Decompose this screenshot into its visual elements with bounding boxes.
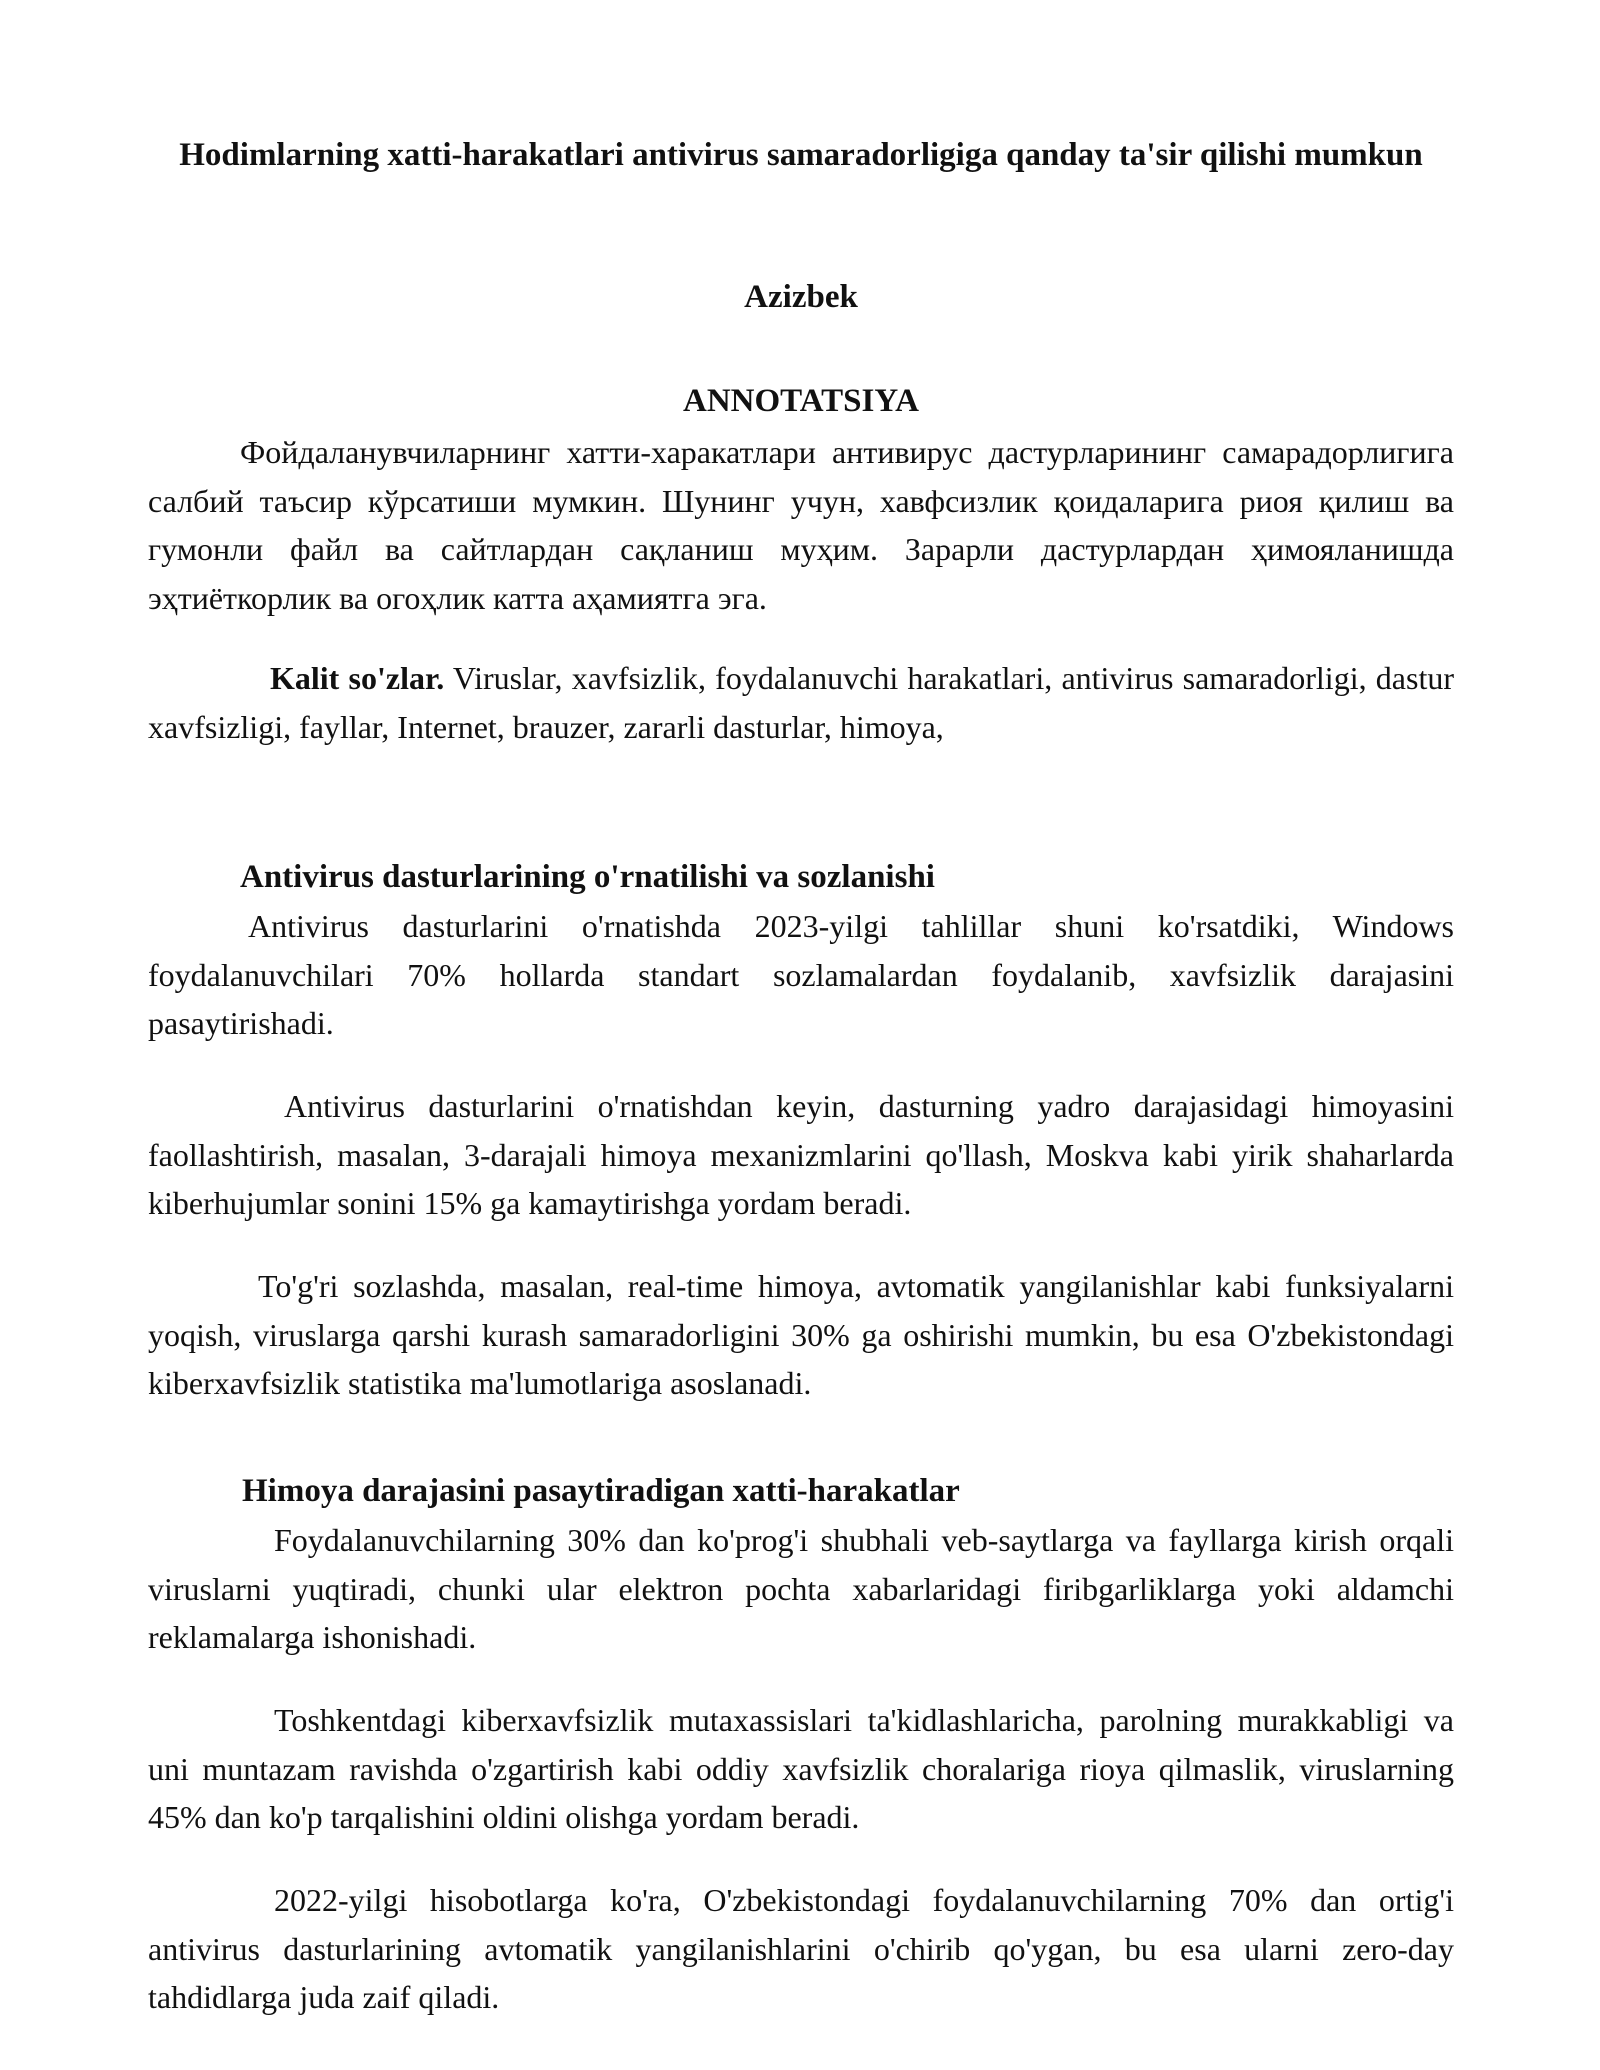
section-paragraph: To'g'ri sozlashda, masalan, real-time himoya, avtomatik yangilanishlar kabi funksiyalarni yoqish, viruslarga qarshi kurash samaradorligini 30% ga oshirishi mumkin, bu esa O'zbekistondagi kiberxavfsizlik statistika ma'lumotlariga asoslanadi. — [148, 1268, 1454, 1401]
section-heading-installation: Antivirus dasturlarining o'rnatilishi va sozlanishi — [240, 859, 935, 895]
abstract-heading: ANNOTATSIYA — [683, 383, 919, 419]
section-paragraph: 2022-yilgi hisobotlarga ko'ra, O'zbekistondagi foydalanuvchilarning 70% dan ortig'i antivirus dasturlarining avtomatik yangilanishlarini o'chirib qo'ygan, bu esa ularni zero-day tahdidlarga juda zaif qiladi. — [148, 1882, 1454, 2015]
document-title: Hodimlarning xatti-harakatlari antivirus samaradorligiga qanday ta'sir qilishi mumkun — [179, 137, 1423, 173]
section-paragraph: Antivirus dasturlarini o'rnatishdan keyin, dasturning yadro darajasidagi himoyasini faollashtirish, masalan, 3-darajali himoya mexanizmlarini qo'llash, Moskva kabi yirik shaharlarda kiberhujumlar sonini 15% ga kamaytirishga yordam beradi. — [148, 1088, 1454, 1221]
section-paragraph: Antivirus dasturlarini o'rnatishda 2023-yilgi tahlillar shuni ko'rsatdiki, Windows foydalanuvchilari 70% hollarda standart sozlamalardan foydalanib, xavfsizlik darajasini pasaytirishadi. — [148, 908, 1454, 1041]
author-name: Azizbek — [744, 279, 858, 315]
section-heading-risky-behaviour: Himoya darajasini pasaytiradigan xatti-harakatlar — [242, 1473, 960, 1509]
keywords-text: Viruslar, xavfsizlik, foydalanuvchi harakatlari, antivirus samaradorligi, dastur xavfsizligi, fayllar, Internet, brauzer, zararli dasturlar, himoya, — [148, 660, 1455, 745]
abstract-text: Фойдаланувчиларнинг хатти-харакатлари антивирус дастурларининг самарадорлигига салбий таъсир кўрсатиши мумкин. Шунинг учун, хавфсизлик қоидаларига риоя қилиш ва гумонли файл ва сайтлардан сақланиш муҳим. Зарарли дастурлардан ҳимояланишда эҳтиёткорлик ва огоҳлик катта аҳамиятга эга. — [148, 434, 1454, 616]
section-paragraph: Foydalanuvchilarning 30% dan ko'prog'i shubhali veb-saytlarga va fayllarga kirish orqali viruslarni yuqtiradi, chunki ular elektron pochta xabarlaridagi firibgarliklarga yoki aldamchi reklamalarga ishonishadi. — [148, 1522, 1454, 1655]
section-paragraph: Toshkentdagi kiberxavfsizlik mutaxassislari ta'kidlashlaricha, parolning murakkabligi va uni muntazam ravishda o'zgartirish kabi oddiy xavfsizlik choralariga rioya qilmaslik, viruslarning 45% dan ko'p tarqalishini oldini olishga yordam beradi. — [148, 1702, 1454, 1835]
keywords-paragraph — [148, 654, 1454, 751]
keywords-label: Kalit so'zlar. — [270, 660, 445, 696]
